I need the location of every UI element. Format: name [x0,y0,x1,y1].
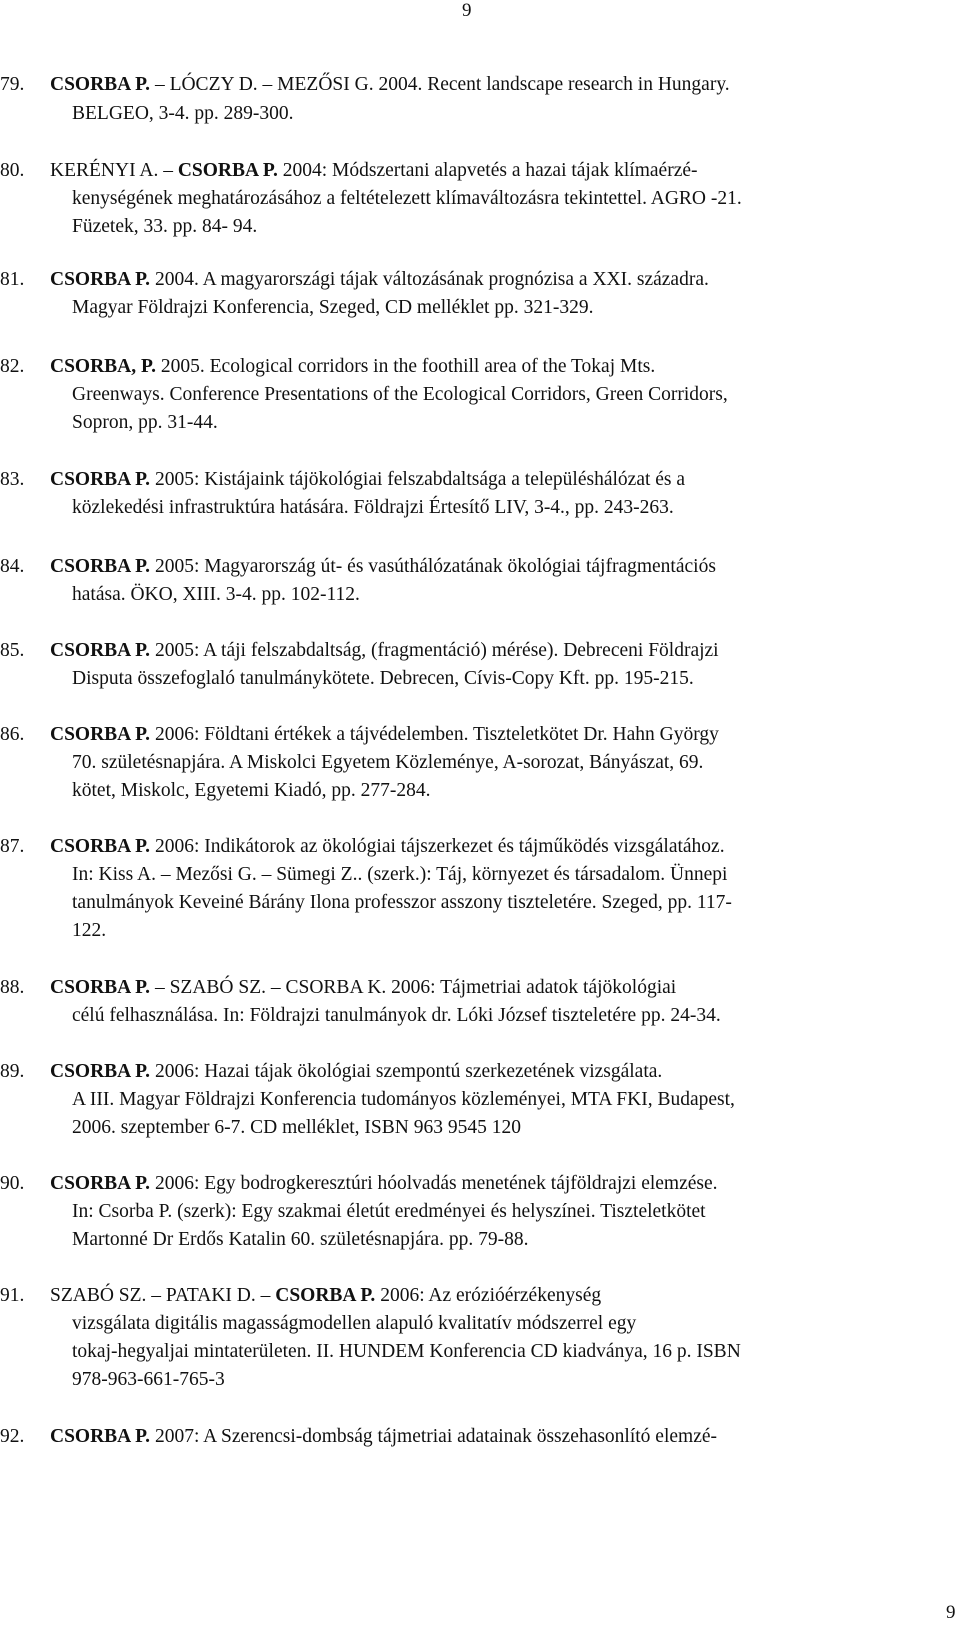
page-number-bottom: 9 [946,1602,956,1623]
author-highlight: CSORBA, P. [50,356,157,377]
author-highlight: CSORBA P. [50,1426,151,1447]
author-highlight: CSORBA P. [50,269,151,290]
reference-line: A III. Magyar Földrajzi Konferencia tudományos közleményei, MTA FKI, Budapest, [72,1089,735,1110]
reference-line: KERÉNYI A. – CSORBA P. 2004: Módszertani alapvetés a hazai tájak klímaérzé- [50,160,698,181]
reference-line: 978-963-661-765-3 [72,1369,225,1390]
reference-line: CSORBA P. 2006: Földtani értékek a tájvédelemben. Tiszteletkötet Dr. Hahn György [50,724,719,745]
reference-number: 89. [0,1061,25,1082]
reference-line: Martonné Dr Erdős Katalin 60. születésnapjára. pp. 79-88. [72,1229,529,1250]
reference-line: CSORBA P. 2005: A táji felszabdaltság, (fragmentáció) mérése). Debreceni Földrajzi [50,640,719,661]
author-highlight: CSORBA P. [50,724,151,745]
reference-line: közlekedési infrastruktúra hatására. Földrajzi Értesítő LIV, 3-4., pp. 243-263. [72,497,674,518]
reference-number: 81. [0,269,25,290]
author-highlight: CSORBA P. [50,977,151,998]
page-number-top: 9 [462,0,472,21]
reference-line: CSORBA P. 2005: Magyarország út- és vasúthálózatának ökológiai tájfragmentációs [50,556,716,577]
reference-line: CSORBA, P. 2005. Ecological corridors in the foothill area of the Tokaj Mts. [50,356,656,377]
author-highlight: CSORBA P. [50,469,151,490]
reference-number: 86. [0,724,25,745]
reference-line: hatása. ÖKO, XIII. 3-4. pp. 102-112. [72,584,360,605]
reference-number: 90. [0,1173,25,1194]
author-highlight: CSORBA P. [50,1061,151,1082]
reference-line: CSORBA P. – SZABÓ SZ. – CSORBA K. 2006: Tájmetriai adatok tájökológiai [50,977,677,998]
reference-line: CSORBA P. 2005: Kistájaink tájökológiai felszabdaltsága a településhálózat és a [50,469,686,490]
reference-number: 85. [0,640,25,661]
reference-line: BELGEO, 3-4. pp. 289-300. [72,103,294,124]
reference-line: Magyar Földrajzi Konferencia, Szeged, CD melléklet pp. 321-329. [72,297,594,318]
reference-number: 84. [0,556,25,577]
reference-line: 122. [72,920,107,941]
reference-line: tokaj-hegyaljai mintaterületen. II. HUNDEM Konferencia CD kiadványa, 16 p. ISBN [72,1341,741,1362]
reference-line: kötet, Miskolc, Egyetemi Kiadó, pp. 277-284. [72,780,431,801]
reference-number: 87. [0,836,25,857]
reference-number: 79. [0,74,25,95]
author-highlight: CSORBA P. [50,556,151,577]
reference-line: CSORBA P. 2004. A magyarországi tájak változásának prognózisa a XXI. századra. [50,269,709,290]
author-highlight: CSORBA P. [50,640,151,661]
reference-line: CSORBA P. 2006: Hazai tájak ökológiai szempontú szerkezetének vizsgálata. [50,1061,663,1082]
reference-line: vizsgálata digitális magasságmodellen alapuló kvalitatív módszerrel egy [72,1313,637,1334]
reference-line: Greenways. Conference Presentations of the Ecological Corridors, Green Corridors, [72,384,728,405]
reference-line: SZABÓ SZ. – PATAKI D. – CSORBA P. 2006: Az erózióérzékenység [50,1285,602,1306]
reference-line: Disputa összefoglaló tanulmánykötete. Debrecen, Cívis-Copy Kft. pp. 195-215. [72,668,694,689]
reference-number: 91. [0,1285,25,1306]
author-highlight: CSORBA P. [50,836,151,857]
reference-line: Sopron, pp. 31-44. [72,412,218,433]
reference-line: CSORBA P. 2006: Indikátorok az ökológiai tájszerkezet és tájműködés vizsgálatához. [50,836,725,857]
author-highlight: CSORBA P. [50,74,151,95]
reference-line: 70. születésnapjára. A Miskolci Egyetem Közleménye, A-sorozat, Bányászat, 69. [72,752,704,773]
reference-line: Füzetek, 33. pp. 84- 94. [72,216,258,237]
reference-line: CSORBA P. 2006: Egy bodrogkeresztúri hóolvadás menetének tájföldrajzi elemzése. [50,1173,718,1194]
author-highlight: CSORBA P. [50,1173,151,1194]
reference-number: 92. [0,1426,25,1447]
reference-number: 83. [0,469,25,490]
reference-line: In: Csorba P. (szerk): Egy szakmai életút eredményei és helyszínei. Tiszteletkötet [72,1201,706,1222]
reference-number: 80. [0,160,25,181]
reference-line: célú felhasználása. In: Földrajzi tanulmányok dr. Lóki József tiszteletére pp. 24-34. [72,1005,721,1026]
reference-line: CSORBA P. – LÓCZY D. – MEZŐSI G. 2004. Recent landscape research in Hungary. [50,74,730,95]
reference-line: tanulmányok Keveiné Bárány Ilona professzor asszony tiszteletére. Szeged, pp. 117- [72,892,732,913]
reference-line: CSORBA P. 2007: A Szerencsi-dombság tájmetriai adatainak összehasonlító elemzé- [50,1426,718,1447]
author-highlight: CSORBA P. [275,1285,376,1306]
reference-line: 2006. szeptember 6-7. CD melléklet, ISBN 963 9545 120 [72,1117,521,1138]
reference-number: 88. [0,977,25,998]
reference-line: kenységének meghatározásához a feltételezett klímaváltozásra tekintettel. AGRO -21. [72,188,742,209]
author-highlight: CSORBA P. [177,160,278,181]
reference-line: In: Kiss A. – Mezősi G. – Sümegi Z.. (szerk.): Táj, környezet és társadalom. Ünnepi [72,864,728,885]
reference-number: 82. [0,356,25,377]
